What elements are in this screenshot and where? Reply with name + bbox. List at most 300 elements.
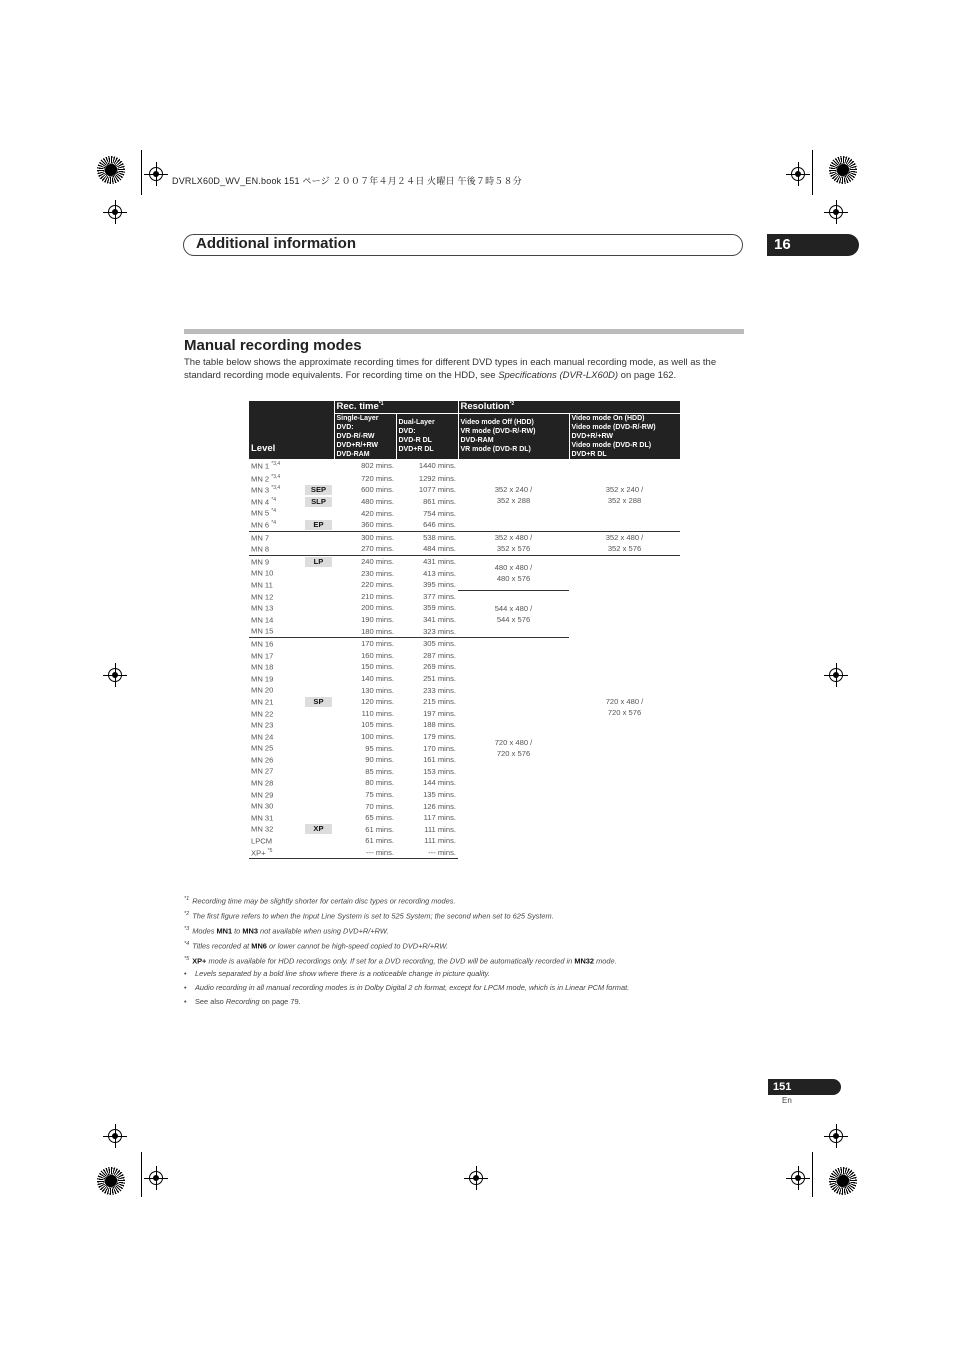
- table-row: [249, 555, 680, 567]
- dual-layer-time: [396, 637, 458, 649]
- resolution-label: Resolution: [460, 401, 510, 413]
- standard-mode-cell: [303, 519, 334, 531]
- level-cell-text: MN 9: [251, 557, 270, 567]
- level-cell: [249, 684, 303, 696]
- dual-layer-time-text: 861 mins.: [423, 497, 456, 507]
- dual-layer-time: [396, 650, 458, 662]
- single-layer-time: [334, 707, 396, 719]
- dual-layer-time-text: 341 mins.: [423, 615, 456, 625]
- level-cell: [249, 812, 303, 824]
- footnote-text: The first figure refers to when the Input Line System is set to 525 System; the second when set to 625 System.: [192, 911, 554, 921]
- standard-mode-cell: [303, 696, 334, 708]
- footnote-text: Recording time may be slightly shorter for certain disc types or recording modes.: [192, 896, 456, 906]
- dual-layer-time: [396, 543, 458, 555]
- dual-layer-time: [396, 567, 458, 579]
- crop-mark: [141, 1152, 142, 1197]
- footnote-text: Titles recorded at: [192, 941, 252, 951]
- standard-mode-cell: [303, 789, 334, 801]
- standard-mode-cell: [303, 625, 334, 637]
- intro-text: The table below shows the approximate recording times for different DVD types in each manual recording mode, as well as the standard recording mode equivalents. For recording time on the HDD, see: [184, 357, 717, 381]
- dual-layer-time: [396, 614, 458, 626]
- standard-mode-cell: [303, 555, 334, 567]
- standard-mode-cell: [303, 707, 334, 719]
- footnote-mark: *3: [184, 925, 190, 932]
- single-layer-time: [334, 591, 396, 603]
- level-cell-text: MN 25: [251, 743, 274, 753]
- footnote-text: mode is available for HDD recordings only. If set for a DVD recording, the DVD will be automatically recorded in: [206, 955, 575, 965]
- standard-mode-badge: EP: [305, 520, 332, 530]
- dual-layer-time: [396, 591, 458, 603]
- footnote: [184, 953, 744, 968]
- single-layer-time-text: 720 mins.: [361, 473, 394, 483]
- dual-layer-time: [396, 459, 458, 473]
- level-cell: [249, 591, 303, 603]
- dual-layer-time-text: 126 mins.: [423, 801, 456, 811]
- single-layer-time: [334, 754, 396, 766]
- single-layer-time-text: 420 mins.: [361, 508, 394, 518]
- level-cell: [249, 496, 303, 508]
- footnote: [184, 923, 744, 938]
- dual-layer-time: [396, 742, 458, 754]
- recording-modes-table: [249, 401, 680, 859]
- dual-layer-time: [396, 754, 458, 766]
- level-cell: [249, 507, 303, 519]
- standard-mode-cell: [303, 484, 334, 496]
- footnote: [184, 893, 744, 908]
- note-text: on page 79.: [259, 997, 301, 1006]
- crop-mark: [812, 150, 813, 195]
- single-layer-time: [334, 789, 396, 801]
- level-cell: [249, 579, 303, 591]
- standard-mode-cell: [303, 614, 334, 626]
- single-layer-time-text: 480 mins.: [361, 497, 394, 507]
- level-cell: [249, 707, 303, 719]
- dual-layer-time-text: 1292 mins.: [418, 473, 456, 483]
- dual-layer-header: Dual-Layer DVD: DVD-R DL DVD+R DL: [396, 413, 458, 459]
- dual-layer-time-text: 646 mins.: [423, 520, 456, 530]
- dual-layer-time-text: 251 mins.: [423, 673, 456, 683]
- single-layer-time-text: 360 mins.: [361, 520, 394, 530]
- dual-layer-time-text: 377 mins.: [423, 591, 456, 601]
- dual-layer-time: [396, 707, 458, 719]
- footnote-mark: *4: [184, 940, 190, 947]
- level-cell-text: MN 31: [251, 813, 274, 823]
- level-cell: [249, 823, 303, 835]
- dual-layer-time-text: 144 mins.: [423, 778, 456, 788]
- level-cell: [249, 847, 303, 859]
- standard-mode-cell: [303, 777, 334, 789]
- crosshair-icon: [149, 1171, 163, 1185]
- level-cell-text: MN 22: [251, 709, 274, 719]
- dual-layer-time: [396, 823, 458, 835]
- level-cell-text: MN 19: [251, 674, 274, 684]
- level-cell: [249, 543, 303, 555]
- crosshair-icon: [108, 668, 122, 682]
- level-cell: [249, 555, 303, 567]
- dual-layer-time: [396, 765, 458, 777]
- level-cell-text: MN 5: [251, 508, 270, 518]
- level-cell-text: MN 12: [251, 592, 274, 602]
- level-cell: [249, 731, 303, 743]
- level-cell-text: MN 23: [251, 720, 274, 730]
- dual-layer-time: [396, 777, 458, 789]
- single-layer-time: [334, 777, 396, 789]
- level-header: Level: [249, 401, 334, 459]
- footnote-text: to: [232, 926, 243, 936]
- dual-layer-time-text: 111 mins.: [424, 836, 456, 846]
- footnote-mark: *2: [184, 910, 190, 917]
- crosshair-icon: [829, 668, 843, 682]
- intro-text-end: on page 162.: [618, 369, 677, 381]
- single-layer-time-text: 80 mins.: [365, 778, 394, 788]
- standard-mode-cell: [303, 567, 334, 579]
- level-cell-text: LPCM: [251, 836, 273, 846]
- dual-layer-time-text: 323 mins.: [423, 626, 456, 636]
- color-wheel-icon: [829, 156, 857, 184]
- standard-mode-cell: [303, 602, 334, 614]
- dual-layer-time-text: 197 mins.: [423, 708, 456, 718]
- single-layer-time-text: 105 mins.: [361, 720, 394, 730]
- level-cell: [249, 765, 303, 777]
- standard-mode-cell: [303, 673, 334, 685]
- single-layer-time: [334, 765, 396, 777]
- standard-mode-cell: [303, 531, 334, 543]
- footnotes: [184, 893, 744, 967]
- intro-link: Specifications (DVR-LX60D): [498, 369, 619, 381]
- dual-layer-time-text: 153 mins.: [423, 766, 456, 776]
- standard-mode-cell: [303, 754, 334, 766]
- resolution-on-cell: 352 x 240 / 352 x 288: [605, 484, 644, 505]
- level-cell: [249, 661, 303, 673]
- standard-mode-cell: [303, 507, 334, 519]
- level-cell: [249, 719, 303, 731]
- single-layer-time: [334, 650, 396, 662]
- rec-time-label: Rec. time: [336, 401, 379, 413]
- dual-layer-time-text: 359 mins.: [423, 603, 456, 613]
- level-cell-text: XP+: [251, 848, 266, 858]
- standard-mode-cell: [303, 731, 334, 743]
- note-text: See also: [195, 997, 226, 1006]
- level-cell: [249, 473, 303, 485]
- color-wheel-icon: [829, 1167, 857, 1195]
- single-layer-time: [334, 673, 396, 685]
- single-layer-time: [334, 484, 396, 496]
- standard-mode-cell: [303, 684, 334, 696]
- crosshair-icon: [149, 167, 163, 181]
- dual-layer-time: [396, 507, 458, 519]
- single-layer-time-text: 150 mins.: [361, 662, 394, 672]
- standard-mode-cell: [303, 473, 334, 485]
- resolution-off-cell: 544 x 480 / 544 x 576: [458, 591, 569, 638]
- level-cell-text: MN 29: [251, 790, 274, 800]
- footnote-mark: *1: [184, 896, 190, 902]
- single-layer-time: [334, 531, 396, 543]
- standard-mode-cell: [303, 800, 334, 812]
- dual-layer-time: [396, 661, 458, 673]
- standard-mode-cell: [303, 765, 334, 777]
- standard-mode-cell: [303, 835, 334, 847]
- single-layer-time: [334, 567, 396, 579]
- level-note: *4: [271, 508, 277, 515]
- dual-layer-time-text: 1440 mins.: [418, 461, 456, 471]
- video-mode-off-header: Video mode Off (HDD) VR mode (DVD-R/-RW) DVD-RAM VR mode (DVD-R DL): [458, 413, 569, 459]
- level-cell: [249, 835, 303, 847]
- dual-layer-time: [396, 812, 458, 824]
- single-layer-time: [334, 496, 396, 508]
- dual-layer-time-text: 1077 mins.: [418, 485, 456, 495]
- level-cell: [249, 673, 303, 685]
- single-layer-time-text: 220 mins.: [361, 580, 394, 590]
- single-layer-time-text: 200 mins.: [361, 603, 394, 613]
- single-layer-header: Single-Layer DVD: DVD-R/-RW DVD+R/+RW DVD-RAM: [334, 413, 396, 459]
- level-cell: [249, 696, 303, 708]
- single-layer-time-text: 110 mins.: [361, 708, 394, 718]
- dual-layer-time: [396, 800, 458, 812]
- note-item: [184, 967, 744, 981]
- resolution-off-cell: 480 x 480 / 480 x 576: [458, 555, 569, 590]
- footnote-text: MN3: [242, 926, 258, 936]
- level-cell: [249, 602, 303, 614]
- standard-mode-cell: [303, 459, 334, 473]
- dual-layer-time: [396, 579, 458, 591]
- level-cell-text: MN 13: [251, 603, 274, 613]
- single-layer-time-text: 120 mins.: [361, 697, 394, 707]
- dual-layer-time: [396, 789, 458, 801]
- standard-mode-cell: [303, 496, 334, 508]
- footnote-text: XP+: [192, 955, 207, 965]
- level-cell-text: MN 20: [251, 685, 274, 695]
- single-layer-time-text: 70 mins.: [365, 801, 394, 811]
- color-wheel-icon: [97, 1167, 125, 1195]
- level-cell-text: MN 8: [251, 544, 270, 554]
- dual-layer-time: [396, 473, 458, 485]
- dual-layer-time-text: 215 mins.: [423, 697, 456, 707]
- dual-layer-time-text: 135 mins.: [423, 789, 456, 799]
- resolution-note: *2: [509, 401, 515, 408]
- color-wheel-icon: [97, 156, 125, 184]
- standard-mode-badge: SP: [305, 697, 332, 707]
- level-cell-text: MN 1: [251, 461, 270, 471]
- footnote-text: or lower cannot be high-speed copied to DVD+R/+RW.: [266, 941, 449, 951]
- single-layer-time-text: 180 mins.: [361, 626, 394, 636]
- dual-layer-time: [396, 519, 458, 531]
- section-rule: [184, 329, 744, 334]
- standard-mode-cell: [303, 579, 334, 591]
- level-cell: [249, 459, 303, 473]
- level-note: *4: [271, 520, 277, 526]
- level-note: *3,4: [271, 473, 281, 480]
- dual-layer-time-text: 170 mins.: [423, 743, 456, 753]
- resolution-on-cell: 352 x 480 / 352 x 576: [569, 531, 680, 555]
- intro-paragraph: [184, 357, 744, 382]
- dual-layer-time: [396, 625, 458, 637]
- table-row: [249, 531, 680, 543]
- dual-layer-time-text: 161 mins.: [423, 755, 456, 765]
- single-layer-time: [334, 742, 396, 754]
- note-text: Levels separated by a bold line show where there is a noticeable change in picture quality.: [195, 969, 490, 978]
- single-layer-time: [334, 637, 396, 649]
- level-cell-text: MN 30: [251, 801, 274, 811]
- dual-layer-time-text: 754 mins.: [423, 508, 456, 518]
- single-layer-time: [334, 731, 396, 743]
- dual-layer-time: [396, 673, 458, 685]
- dual-layer-time: [396, 496, 458, 508]
- single-layer-time: [334, 835, 396, 847]
- dual-layer-time-text: 188 mins.: [423, 720, 456, 730]
- dual-layer-time-text: 287 mins.: [423, 650, 456, 660]
- single-layer-time-text: 95 mins.: [365, 743, 394, 753]
- standard-mode-cell: [303, 823, 334, 835]
- crosshair-icon: [829, 1129, 843, 1143]
- single-layer-time-text: 170 mins.: [361, 639, 394, 649]
- level-cell: [249, 484, 303, 496]
- single-layer-time: [334, 579, 396, 591]
- level-cell-text: MN 28: [251, 778, 274, 788]
- note-text: Audio recording in all manual recording modes is in Dolby Digital 2 ch format, except for LPCM mode, which is in Linear PCM format.: [195, 983, 630, 992]
- single-layer-time: [334, 719, 396, 731]
- single-layer-time: [334, 661, 396, 673]
- standard-mode-cell: [303, 661, 334, 673]
- print-header: DVRLX60D_WV_EN.book 151 ページ ２００７年４月２４日 火曜日 午後７時５８分: [172, 176, 522, 186]
- standard-mode-cell: [303, 742, 334, 754]
- crosshair-icon: [108, 1129, 122, 1143]
- note-text: Recording: [225, 997, 260, 1006]
- single-layer-time-text: 75 mins.: [365, 789, 394, 799]
- dual-layer-time: [396, 684, 458, 696]
- chapter-number: 16: [767, 234, 859, 256]
- footnote-text: MN1: [216, 926, 233, 936]
- single-layer-time: [334, 602, 396, 614]
- dual-layer-time-text: 305 mins.: [423, 639, 456, 649]
- crosshair-icon: [469, 1171, 483, 1185]
- level-cell-text: MN 11: [251, 580, 273, 590]
- level-cell: [249, 531, 303, 543]
- dual-layer-time-text: 413 mins.: [423, 568, 456, 578]
- resolution-off-cell: 352 x 240 / 352 x 288: [458, 459, 569, 531]
- dual-layer-time-text: --- mins.: [428, 847, 456, 857]
- level-cell-text: MN 7: [251, 533, 270, 543]
- standard-mode-badge: SEP: [305, 485, 332, 495]
- chapter-title: Additional information: [196, 235, 356, 252]
- dual-layer-time: [396, 531, 458, 543]
- crosshair-icon: [791, 1171, 805, 1185]
- footnote-text: MN6: [251, 941, 267, 951]
- dual-layer-time: [396, 484, 458, 496]
- single-layer-time: [334, 507, 396, 519]
- single-layer-time-text: 140 mins.: [361, 673, 394, 683]
- dual-layer-time-text: 395 mins.: [423, 580, 456, 590]
- footnote: [184, 938, 744, 953]
- footnote-text: MN32: [574, 955, 595, 965]
- level-cell: [249, 777, 303, 789]
- single-layer-time: [334, 800, 396, 812]
- resolution-off-cell: 720 x 480 / 720 x 576: [458, 637, 569, 858]
- single-layer-time-text: 190 mins.: [361, 615, 394, 625]
- level-note: *3,4: [271, 460, 281, 467]
- dual-layer-time-text: 111 mins.: [424, 824, 456, 834]
- footnote-mark: *5: [184, 955, 190, 962]
- dual-layer-time-text: 233 mins.: [423, 685, 456, 695]
- level-cell-text: MN 3: [251, 485, 270, 495]
- level-cell-text: MN 32: [251, 824, 274, 834]
- rec-time-header: [334, 401, 458, 413]
- footnote-text: Modes: [192, 926, 217, 936]
- level-cell: [249, 519, 303, 531]
- level-cell: [249, 650, 303, 662]
- single-layer-time-text: 270 mins.: [361, 544, 394, 554]
- rec-time-note: *1: [378, 401, 384, 408]
- single-layer-time: [334, 625, 396, 637]
- single-layer-time-text: 240 mins.: [361, 557, 394, 567]
- resolution-header: [458, 401, 680, 413]
- dual-layer-time: [396, 719, 458, 731]
- level-cell-text: MN 14: [251, 615, 274, 625]
- level-cell: [249, 789, 303, 801]
- footnote-text: mode.: [594, 955, 617, 965]
- standard-mode-cell: [303, 812, 334, 824]
- level-cell: [249, 637, 303, 649]
- dual-layer-time-text: 484 mins.: [423, 544, 456, 554]
- standard-mode-cell: [303, 847, 334, 859]
- crop-mark: [812, 1152, 813, 1197]
- standard-mode-badge: LP: [305, 557, 332, 567]
- single-layer-time: [334, 812, 396, 824]
- section-title: Manual recording modes: [184, 337, 362, 354]
- single-layer-time-text: 130 mins.: [361, 685, 394, 695]
- single-layer-time: [334, 519, 396, 531]
- standard-mode-badge: SLP: [305, 497, 332, 507]
- crosshair-icon: [791, 167, 805, 181]
- standard-mode-cell: [303, 591, 334, 603]
- single-layer-time: [334, 473, 396, 485]
- single-layer-time-text: 160 mins.: [361, 650, 394, 660]
- level-cell: [249, 567, 303, 579]
- single-layer-time-text: 65 mins.: [365, 813, 394, 823]
- crosshair-icon: [108, 205, 122, 219]
- single-layer-time-text: --- mins.: [366, 847, 394, 857]
- single-layer-time: [334, 684, 396, 696]
- dual-layer-time: [396, 835, 458, 847]
- single-layer-time-text: 230 mins.: [361, 568, 394, 578]
- level-cell-text: MN 26: [251, 755, 274, 765]
- level-cell-text: MN 16: [251, 639, 274, 649]
- dual-layer-time: [396, 602, 458, 614]
- single-layer-time: [334, 696, 396, 708]
- notes-list: [184, 967, 744, 1009]
- dual-layer-time: [396, 555, 458, 567]
- footnote-text: not available when using DVD+R/+RW.: [257, 926, 389, 936]
- single-layer-time: [334, 555, 396, 567]
- page-number: 151: [768, 1079, 841, 1095]
- footnote: [184, 908, 744, 923]
- table-row: [249, 459, 680, 473]
- level-cell-text: MN 18: [251, 662, 274, 672]
- dual-layer-time-text: 538 mins.: [423, 532, 456, 542]
- level-cell-text: MN 27: [251, 767, 274, 776]
- level-cell-text: MN 21: [251, 697, 274, 707]
- single-layer-time-text: 600 mins.: [361, 485, 394, 495]
- dual-layer-time-text: 179 mins.: [423, 731, 456, 741]
- standard-mode-cell: [303, 719, 334, 731]
- resolution-off-cell: 352 x 480 / 352 x 576: [458, 531, 569, 555]
- dual-layer-time-text: 117 mins.: [423, 813, 456, 823]
- single-layer-time: [334, 459, 396, 473]
- dual-layer-time: [396, 731, 458, 743]
- level-cell-text: MN 10: [251, 568, 274, 578]
- note-item: [184, 981, 744, 995]
- level-note: *3,4: [271, 485, 281, 492]
- level-cell: [249, 800, 303, 812]
